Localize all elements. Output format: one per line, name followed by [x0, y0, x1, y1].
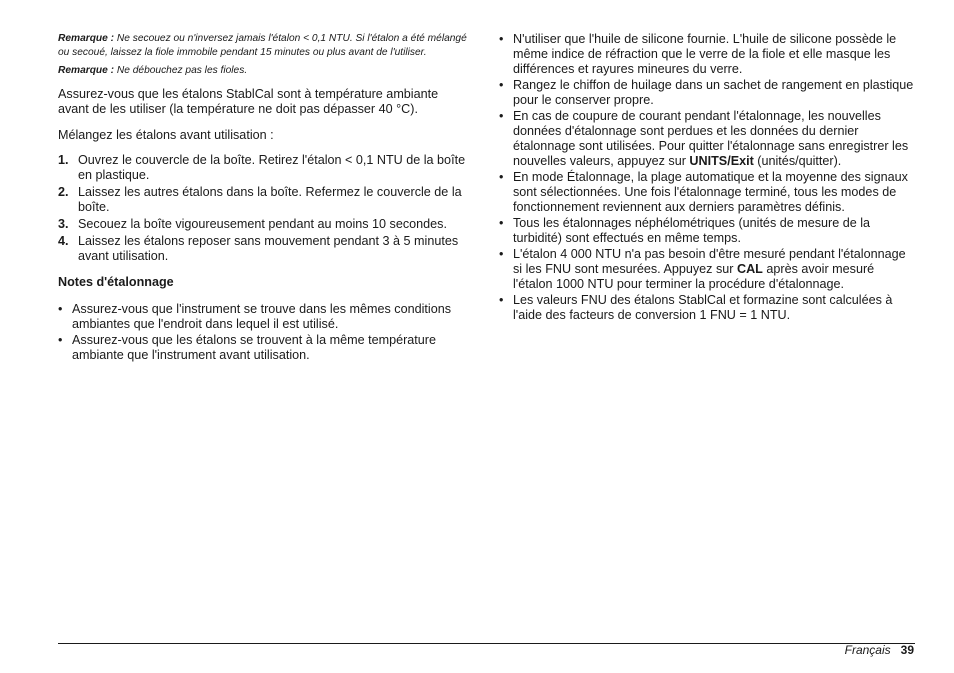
list-item — [58, 302, 470, 332]
right-column — [499, 32, 915, 324]
page-number: 39 — [900, 643, 914, 657]
bullet-icon: • — [499, 293, 504, 307]
bullet-icon: • — [499, 32, 504, 46]
list-item-text: L'étalon 4 000 NTU n'a pas besoin d'être mesuré pendant l'étalonnage si les FNU sont mesurées. Appuyez sur — [513, 247, 906, 276]
mix-instruction: Mélangez les étalons avant utilisation : — [58, 127, 274, 142]
list-item — [499, 170, 915, 215]
bullet-icon: • — [58, 332, 63, 347]
list-item-text: En mode Étalonnage, la plage automatique et la moyenne des signaux sont sélectionnées. Une fois l'étalonnage terminé, tous les modes de fonctionnement reviennent aux derniers paramètres définis. — [513, 170, 908, 214]
bullet-icon: • — [499, 78, 504, 92]
list-item — [499, 109, 915, 169]
bullet-icon: • — [499, 247, 504, 261]
key-label-units-exit: UNITS/Exit — [689, 154, 754, 168]
calibration-notes-list-right — [499, 32, 915, 323]
list-item-text: Assurez-vous que l'instrument se trouve dans les mêmes conditions ambiantes que l'endroit dans lequel il est utilisé. — [72, 301, 451, 331]
step-text: Laissez les autres étalons dans la boîte. Refermez le couvercle de la boîte. — [78, 184, 462, 214]
note-1 — [58, 32, 470, 59]
footer-divider — [58, 643, 915, 644]
page-footer — [845, 643, 914, 657]
footer-language: Français — [844, 643, 891, 657]
mixing-steps — [58, 153, 470, 264]
left-column — [58, 32, 470, 364]
step-number: 2. — [58, 184, 69, 199]
bullet-icon: • — [499, 170, 504, 184]
step-number: 3. — [58, 216, 69, 231]
step-text: Ouvrez le couvercle de la boîte. Retirez l'étalon < 0,1 NTU de la boîte en plastique. — [78, 152, 466, 182]
list-item — [499, 247, 915, 292]
note-2 — [58, 64, 470, 78]
step-item — [58, 185, 470, 215]
list-item-text: Tous les étalonnages néphélométriques (unités de mesure de la turbidité) sont effectués en même temps. — [513, 216, 871, 245]
list-item-text: En cas de coupure de courant pendant l'étalonnage, les nouvelles données d'étalonnage sont perdues et les données du dernier étalonnage sont utilisées. Pour quitter l'étalonnage sans enregistrer les nouvelles valeurs, appuyez sur — [513, 109, 909, 168]
list-item — [499, 216, 915, 246]
step-text: Secouez la boîte vigoureusement pendant au moins 10 secondes. — [78, 216, 447, 231]
list-item-text-tail: (unités/quitter). — [753, 154, 842, 168]
list-item — [499, 32, 915, 77]
note-label: Remarque : — [58, 65, 115, 76]
step-item — [58, 234, 470, 264]
bullet-icon: • — [58, 301, 63, 316]
list-item-text: Assurez-vous que les étalons se trouvent à la même température ambiante que l'instrument avant utilisation. — [72, 332, 437, 362]
step-text: Laissez les étalons reposer sans mouvement pendant 3 à 5 minutes avant utilisation. — [78, 233, 459, 263]
calibration-notes-list-left — [58, 302, 470, 363]
intro-paragraph: Assurez-vous que les étalons StablCal sont à température ambiante avant de les utiliser (la température ne doit pas dépasser 40 °C). — [58, 86, 439, 116]
list-item-text: Rangez le chiffon de huilage dans un sachet de rangement en plastique pour le conserver propre. — [513, 78, 914, 107]
note-text: Ne secouez ou n'inversez jamais l'étalon < 0,1 NTU. Si l'étalon a été mélangé ou secoué, laissez la fiole immobile pendant 15 minutes ou plus avant de l'utiliser. — [58, 33, 467, 58]
step-item — [58, 217, 470, 232]
step-number: 1. — [58, 152, 69, 167]
list-item — [499, 78, 915, 108]
note-text: Ne débouchez pas les fioles. — [116, 65, 248, 76]
step-item — [58, 153, 470, 183]
key-label-cal: CAL — [736, 262, 763, 276]
list-item — [499, 293, 915, 323]
list-item-text-tail: après avoir mesuré l'étalon 1000 NTU pour terminer la procédure d'étalonnage. — [513, 262, 875, 291]
list-item — [58, 333, 470, 363]
step-number: 4. — [58, 233, 69, 248]
bullet-icon: • — [499, 216, 504, 230]
bullet-icon: • — [499, 109, 504, 123]
list-item-text: N'utiliser que l'huile de silicone fournie. L'huile de silicone possède le même indice de réfraction que le verre de la fiole et elle masque les différences et rayures mineures du verre. — [513, 32, 897, 76]
note-label: Remarque : — [58, 33, 115, 44]
section-heading: Notes d'étalonnage — [58, 274, 174, 289]
list-item-text: Les valeurs FNU des étalons StablCal et formazine sont calculées à l'aide des facteurs de conversion 1 FNU = 1 NTU. — [513, 293, 893, 322]
